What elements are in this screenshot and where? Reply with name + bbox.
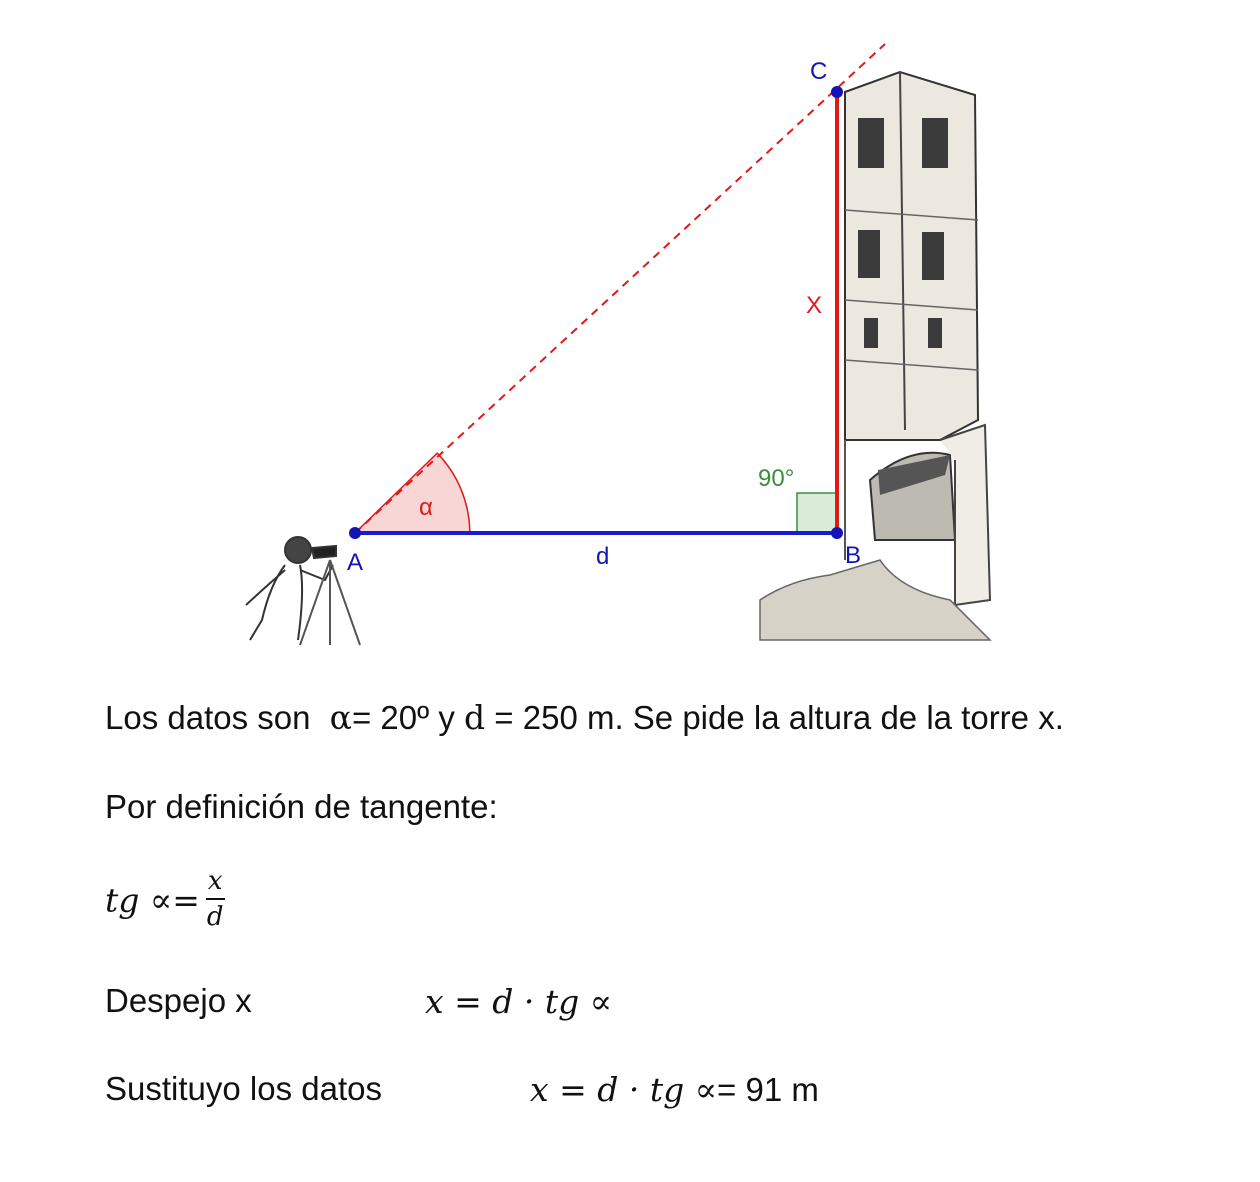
label-x: X [806, 292, 823, 319]
fraction [206, 868, 225, 930]
angle-alpha-sector [355, 453, 470, 533]
label-a: A [347, 549, 364, 576]
right-angle-marker [797, 493, 837, 533]
step-sustituyo-label: Sustituyo los datos [105, 1070, 382, 1107]
d-symbol: d [464, 698, 486, 737]
label-right-angle: 90° [758, 465, 795, 492]
point-b [831, 527, 843, 539]
label-d: d [596, 543, 610, 570]
label-alpha: α [419, 494, 433, 521]
step3-formula: x = d · tg ∝ [530, 1070, 718, 1109]
step-despejo-label: Despejo x [105, 982, 252, 1019]
point-a [349, 527, 361, 539]
fraction-denominator: d [206, 902, 224, 932]
alpha-value: = 20º y [351, 699, 464, 736]
tower-icon [760, 72, 990, 640]
step3-result: = 91 m [717, 1071, 819, 1108]
fraction-numerator: x [206, 868, 225, 900]
step-sustituyo-formula [530, 1070, 819, 1109]
surveyor-icon [246, 537, 360, 645]
d-value: = 250 m. Se pide la altura de la torre x. [485, 699, 1064, 736]
definition-text: Por definición de tangente: [105, 788, 498, 825]
formula1-lhs: tg ∝= [105, 880, 200, 920]
step-despejo-formula: x = d · tg ∝ [425, 982, 613, 1021]
line-of-sight [355, 44, 885, 533]
label-b: B [845, 542, 862, 569]
label-c: C [810, 58, 828, 85]
tangent-formula [105, 866, 225, 934]
data-prefix: Los datos son [105, 699, 320, 736]
point-c [831, 86, 843, 98]
alpha-symbol: α [329, 698, 352, 737]
data-statement [105, 698, 1064, 737]
